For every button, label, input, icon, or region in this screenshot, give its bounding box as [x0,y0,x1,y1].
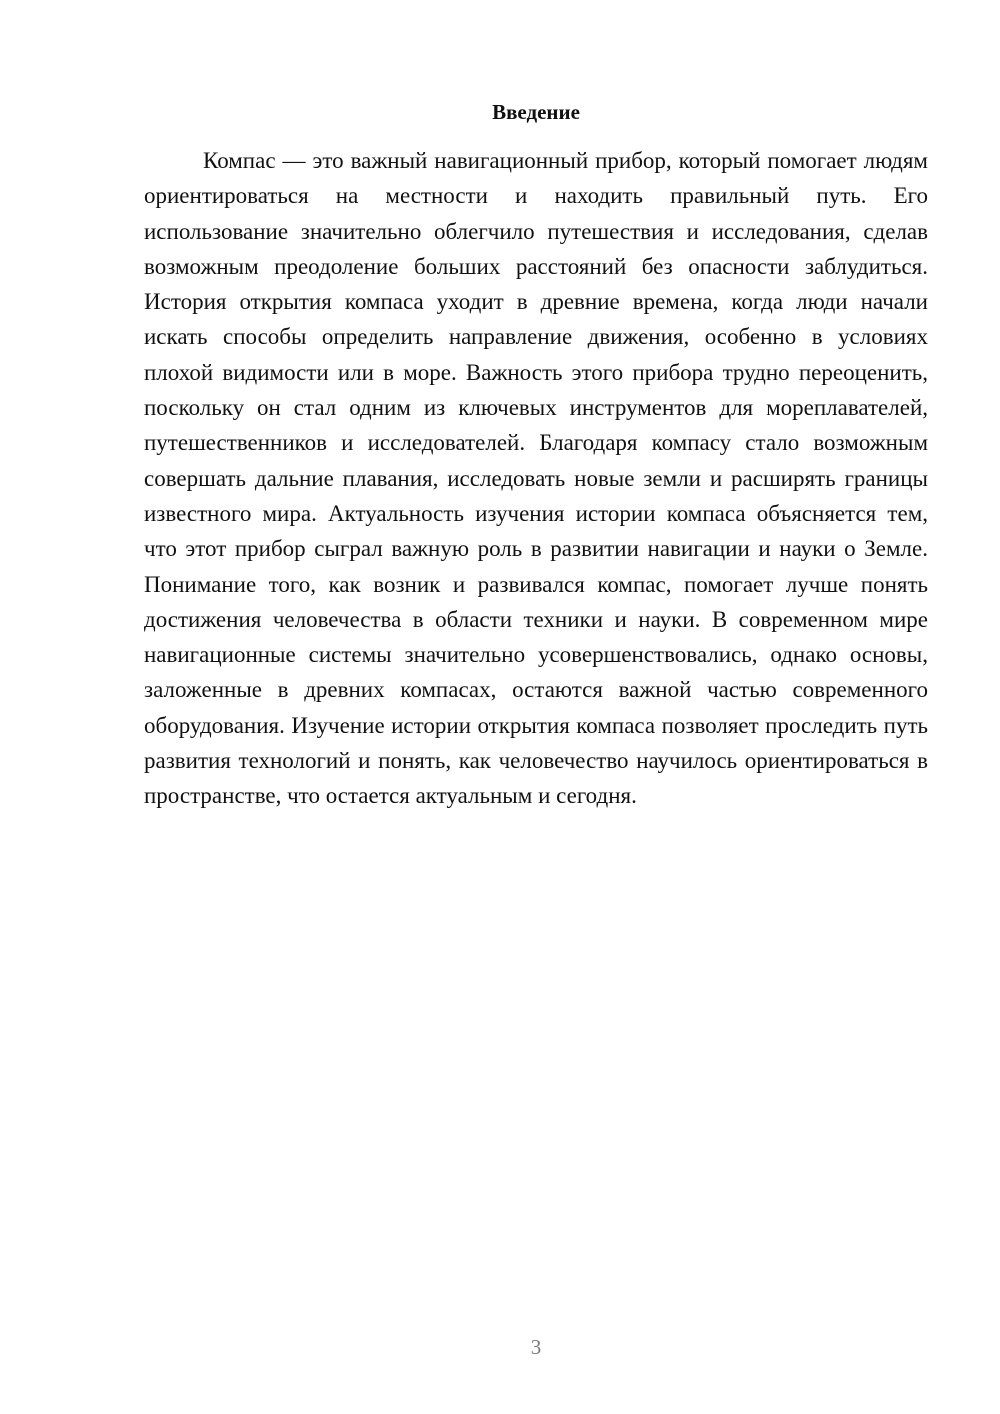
page-number: 3 [530,1335,542,1359]
section-heading: Введение [492,100,580,124]
introduction-paragraph: Компас — это важный навигационный прибор, который помогает людям ориентироваться на местности и находить правильный путь. Его использование значительно облегчило путешествия и исследования, сделав возможным преодоление больших расстояний без опасности заблудиться. История открытия компаса уходит в древние времена, когда люди начали искать способы определить направление движения, особенно в условиях плохой видимости или в море. Важность этого прибора трудно переоценить, поскольку он стал одним из ключевых инструментов для мореплавателей, путешественников и исследователей. Благодаря компасу стало возможным совершать дальние плавания, исследовать новые земли и расширять границы известного мира. Актуальность изучения истории компаса объясняется тем, что этот прибор сыграл важную роль в развитии навигации и науки о Земле. Понимание того, как возник и развивался компас, помогает лучше понять достижения человечества в области техники и науки. В современном мире навигационные системы значительно усовершенствовались, однако основы, заложенные в древних компасах, остаются важной частью современного оборудования. Изучение истории открытия компаса позволяет проследить путь развития технологий и понять, как человечество научилось ориентироваться в пространстве, что остается актуальным и сегодня. [144,148,928,809]
